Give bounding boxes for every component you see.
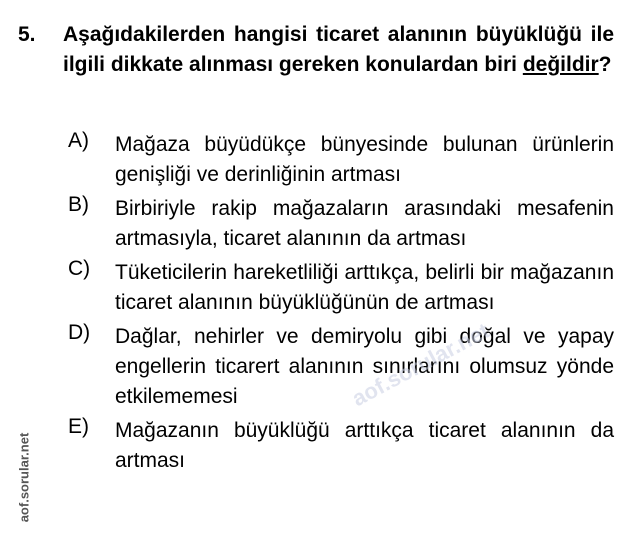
option-b[interactable] <box>68 194 614 254</box>
question-negation: değildir <box>522 53 599 76</box>
option-c-text: Tüketicilerin hareketliliği arttıkça, belirli bir mağazanın ticaret alanının büyüklüğünün de artması <box>115 261 614 314</box>
option-c-letter: C) <box>68 257 91 280</box>
option-d[interactable] <box>68 322 614 412</box>
option-d-text: Dağlar, nehirler ve demiryolu gibi doğal ve yapay engellerin ticarert alanının sınırlarını olumsuz yönde etkilememesi <box>115 325 614 408</box>
option-e[interactable] <box>68 416 614 476</box>
option-a-text: Mağaza büyüdükçe bünyesinde bulunan ürünlerin genişliği ve derinliğinin artması <box>115 133 614 186</box>
option-e-text: Mağazanın büyüklüğü arttıkça ticaret alanının da artması <box>115 419 614 472</box>
question-text-block <box>63 20 614 80</box>
option-a[interactable] <box>68 130 614 190</box>
question <box>18 20 614 80</box>
question-end-mark: ? <box>598 53 612 76</box>
option-c[interactable] <box>68 258 614 318</box>
answer-options <box>68 130 614 480</box>
watermark-diagonal: aof.sorular.net <box>347 317 494 412</box>
option-b-text: Birbiriyle rakip mağazaların arasındaki mesafenin artmasıyla, ticaret alanının da artması <box>115 197 614 250</box>
question-text: Aşağıdakilerden hangisi ticaret alanının büyüklüğü ile ilgili dikkate alınması gereken konulardan biri <box>63 23 614 76</box>
option-a-letter: A) <box>68 129 89 152</box>
option-d-letter: D) <box>68 321 91 344</box>
watermark-side: aof.sorular.net <box>16 432 32 523</box>
option-b-letter: B) <box>68 193 89 216</box>
question-number: 5. <box>18 23 36 46</box>
option-e-letter: E) <box>68 415 89 438</box>
